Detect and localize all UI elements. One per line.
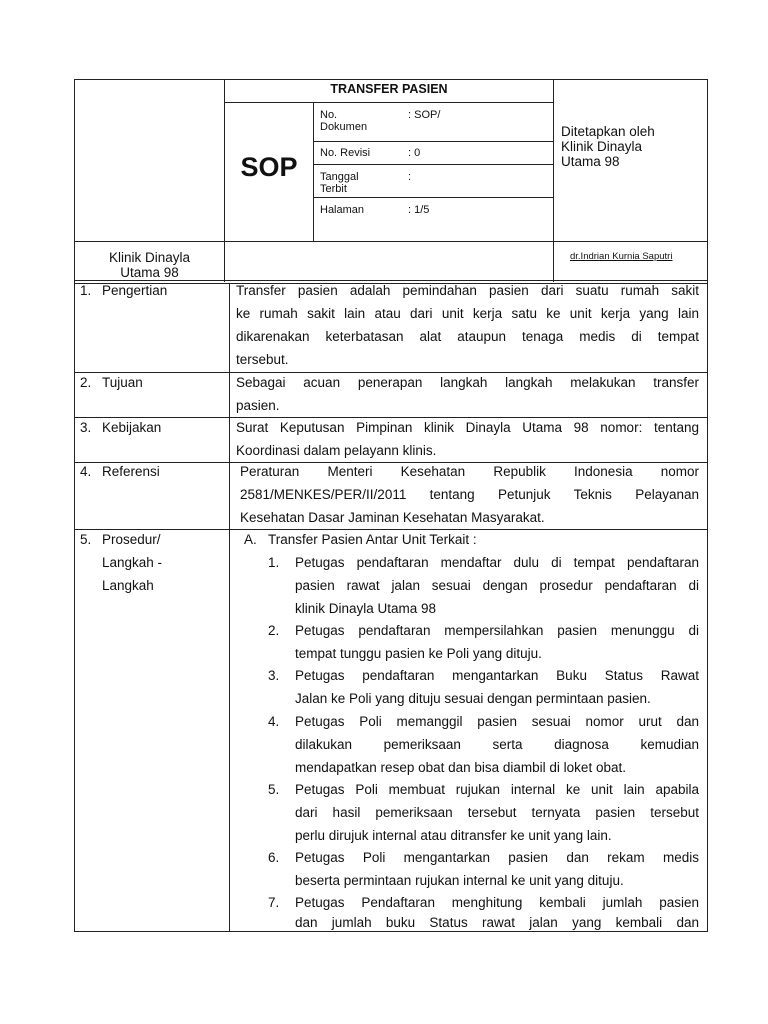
step-text-line: Petugas pendaftaran mengantarkan Buku Status Rawat [295,668,699,683]
established-by [561,124,655,169]
step-num-2: 2. [268,623,280,638]
header-divider-v3 [553,79,554,282]
section-label-pengertian: Pengertian [102,283,168,298]
section-text-line: Sebagai acuan penerapan langkah langkah melakukan transfer [236,375,699,390]
body-column-divider [229,283,230,932]
step-text-line: tempat tunggu pasien ke Poli yang dituju. [295,646,542,661]
section-text-line: Transfer pasien adalah pemindahan pasien dari suatu rumah sakit [236,283,699,298]
field-label-line: Tanggal [320,171,359,183]
step-text-line: klinik Dinayla Utama 98 [295,601,437,616]
field-label-halaman: Halaman [320,204,365,216]
step-num-7: 7. [268,895,280,910]
section-text-line: Kesehatan Dasar Jaminan Kesehatan Masyarakat. [240,510,545,525]
step-num-5: 5. [268,782,280,797]
section-num-2: 2. [80,375,92,390]
step-text-line: mendapatkan resep obat dan bisa diambil di loket obat. [295,760,626,775]
sub-letter-a: A. [244,532,257,547]
step-num-4: 4. [268,714,280,729]
table-border-top [74,79,708,80]
step-text-line: Petugas pendaftaran mendaftar dulu di tempat pendaftaran [295,555,699,570]
header-row-divider [74,241,708,242]
step-text-line: dan jumlah buku Status rawat jalan yang kembali dan [295,915,699,930]
sub-title-transfer: Transfer Pasien Antar Unit Terkait : [268,532,477,547]
step-num-1: 1. [268,555,280,570]
step-text-line: Petugas pendaftaran mempersilahkan pasien menunggu di [295,623,699,638]
step-num-6: 6. [268,850,280,865]
step-text-line: Jalan ke Poli yang dituju sesuai dengan permintaan pasien. [295,691,651,706]
step-text-line: dilakukan pemeriksaan serta diagnosa kemudian [295,737,699,752]
sop-label: SOP [240,152,298,182]
section-text-line: dikarenakan keterbatasan alat ataupun tenaga medis di tempat [236,329,699,344]
section-label-line: Langkah - [102,555,163,570]
field-label-line: Dokumen [320,121,368,133]
established-line: Utama 98 [561,154,620,169]
signatory-name: dr.Indrian Kurnia Saputri [570,251,673,262]
header-divider-v2 [313,102,314,241]
table-border-right [707,79,708,932]
established-line: Ditetapkan oleh [561,124,655,139]
table-border-left [74,79,75,932]
clinic-name-line: Utama 98 [120,265,179,280]
title-underline [224,102,554,103]
section-text-line: ke rumah sakit lain atau dari unit kerja satu ke unit kerja yang lain [236,306,699,321]
established-line: Klinik Dinayla [561,139,643,154]
section-label-referensi: Referensi [102,464,160,479]
field-label-line: No. [320,109,338,121]
step-num-3: 3. [268,668,280,683]
section-text-line: Surat Keputusan Pimpinan klinik Dinayla Utama 98 nomor: tentang [236,420,699,435]
section-num-5: 5. [80,532,92,547]
document-title: TRANSFER PASIEN [330,82,448,96]
section-text-line: 2581/MENKES/PER/II/2011 tentang Petunjuk Teknis Pelayanan [240,487,699,502]
section-label-kebijakan: Kebijakan [102,420,162,435]
field-value-halaman: : 1/5 [408,204,430,216]
section-label-line: Langkah [102,578,154,593]
field-value-no-revisi: : 0 [408,147,421,159]
field-value-tanggal-terbit: : [408,171,412,183]
section-text-line: Koordinasi dalam pelayann klinis. [236,443,437,458]
section-text-line: Peraturan Menteri Kesehatan Republik Indonesia nomor [240,464,699,479]
field-divider-2 [313,164,554,165]
step-text-line: Petugas Pendaftaran menghitung kembali jumlah pasien [295,895,699,910]
field-divider-3 [313,197,554,198]
field-label-line: Terbit [320,183,347,195]
step-text-line: dari hasil pemeriksaan tersebut ternyata pasien tersebut [295,805,699,820]
field-label-no-revisi: No. Revisi [320,147,371,159]
step-text-line: beserta permintaan rujukan internal ke unit yang dituju. [295,873,624,888]
section-num-1: 1. [80,283,92,298]
field-value-no-dokumen: : SOP/ [408,109,441,121]
step-text-line: perlu dirujuk internal atau ditransfer ke unit yang lain. [295,828,612,843]
field-label-no-dokumen [320,109,367,133]
section-label-prosedur [102,528,162,597]
section-label-line: Prosedur/ [102,532,161,547]
section-label-tujuan: Tujuan [102,375,143,390]
field-divider-1 [313,141,554,142]
step-text-line: Petugas Poli membuat rujukan internal ke unit lain apabila [295,782,699,797]
section-text-line: pasien. [236,398,280,413]
section-num-3: 3. [80,420,92,435]
clinic-name-line: Klinik Dinayla [108,250,191,265]
step-text-line: pasien rawat jalan sesuai dengan prosedur pendaftaran di [295,578,699,593]
clinic-name [75,250,224,280]
field-label-tanggal-terbit [320,171,359,195]
step-text-line: Petugas Poli memanggil pasien sesuai nomor urut dan [295,714,699,729]
step-text-line: Petugas Poli mengantarkan pasien dan rekam medis [295,850,699,865]
section-num-4: 4. [80,464,92,479]
section-text-line: tersebut. [236,352,289,367]
